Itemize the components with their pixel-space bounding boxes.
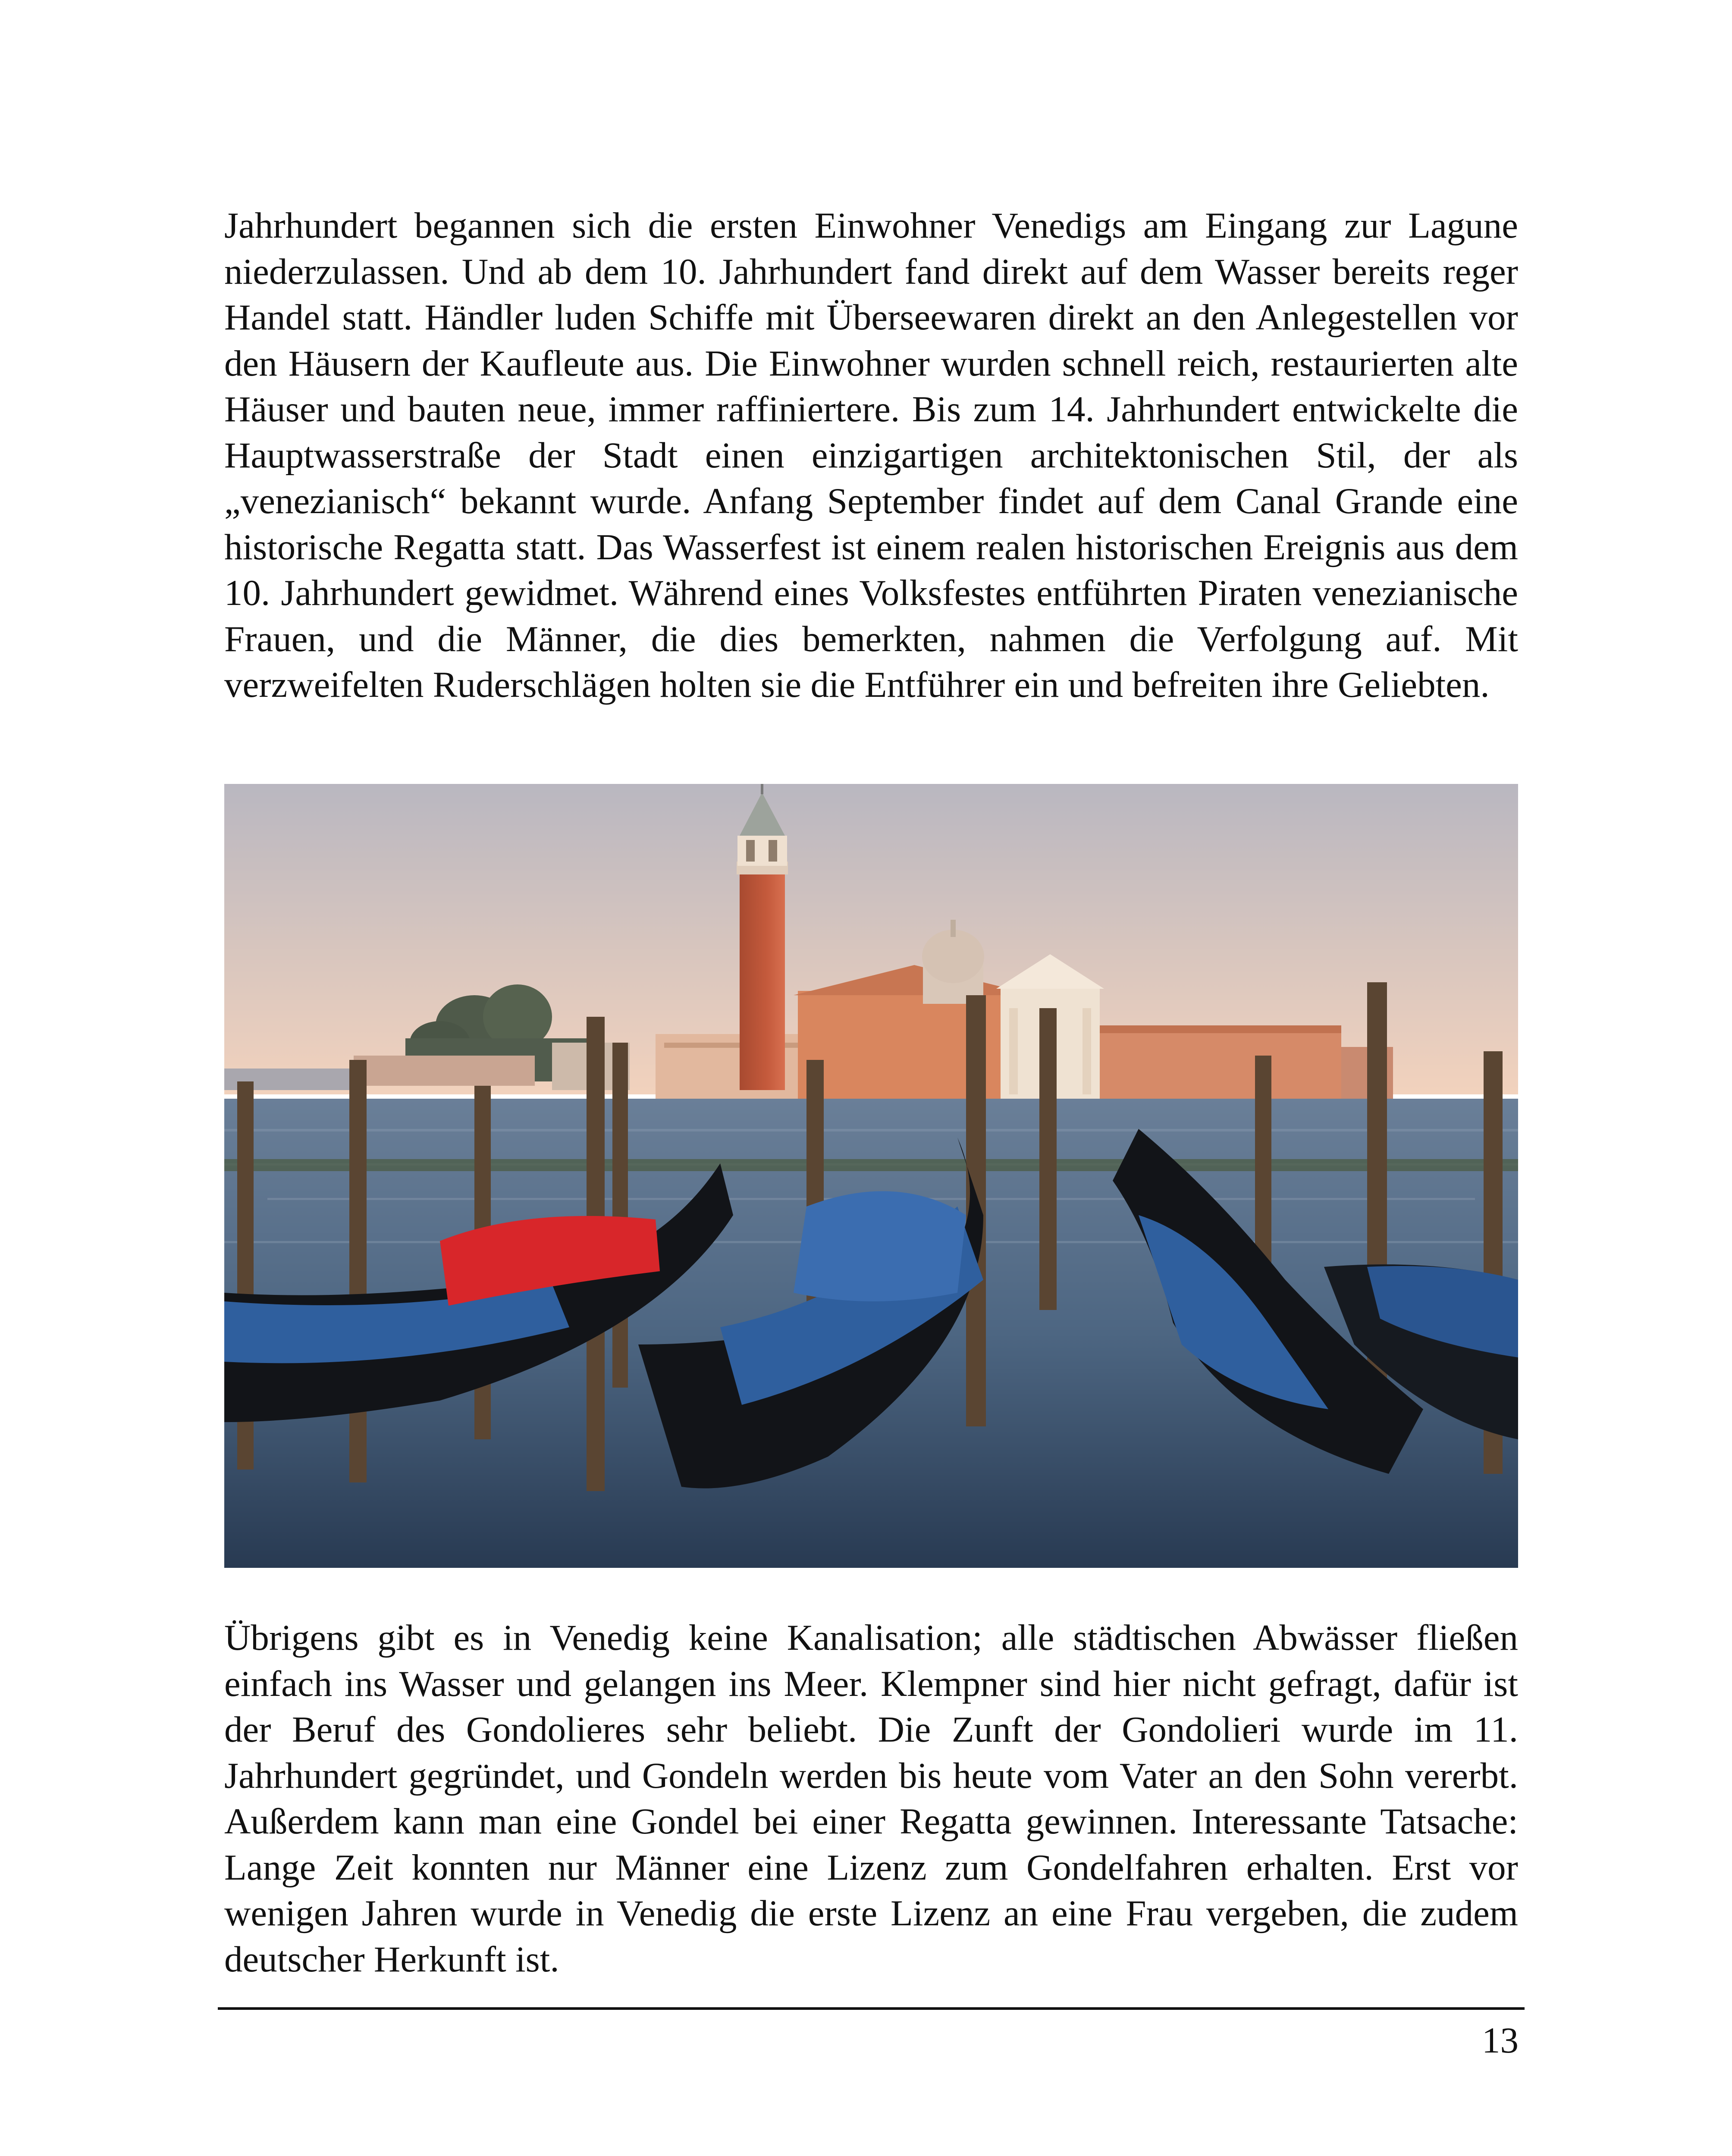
paragraph-gondoliers: Übrigens gibt es in Venedig keine Kanalisation; alle städtischen Abwässer fließen einfach ins Wasser und gelangen ins Meer. Klempner sind hier nicht gefragt, dafür ist der Beruf des Gondolieres sehr beliebt. Die Zunft der Gondolieri wurde im 11. Jahrhundert gegründet, und Gondeln werden bis heute vom Vater an den Sohn vererbt. Außerdem kann man eine Gondel bei einer Regatta gewinnen. Interessante Tatsache: Lange Zeit konnten nur Männer eine Lizenz zum Gondelfahren erhalten. Erst vor wenigen Jahren wurde in Venedig die erste Lizenz an eine Frau vergeben, die zudem deutscher Herkunft ist. bbox=[224, 1617, 1518, 1980]
photo-bell-tower bbox=[737, 784, 788, 1090]
footer-rule bbox=[218, 2007, 1525, 2010]
photo-venice-gondolas bbox=[224, 784, 1518, 1568]
paragraph-history: Jahrhundert begannen sich die ersten Einwohner Venedigs am Eingang zur Lagune niederzulassen. Und ab dem 10. Jahrhundert fand direkt auf dem Wasser bereits reger Handel statt. Händler luden Schiffe mit Überseewaren direkt an den Anlegestellen vor den Häusern der Kaufleute aus. Die Einwohner wurden schnell reich, restaurierten alte Häuser und bauten neue, immer raffiniertere. Bis zum 14. Jahrhundert entwickelte die Hauptwasserstraße der Stadt einen einzigartigen architektonischen Stil, der als „venezianisch“ bekannt wurde. Anfang September findet auf dem Canal Grande eine historische Regatta statt. Das Wasserfest ist einem realen historischen Ereignis aus dem 10. Jahrhundert gewidmet. Während eines Volksfestes entführten Piraten venezianische Frauen, und die Männer, die dies bemerkten, nahmen die Verfolgung auf. Mit verzweifelten Ruderschlägen holten sie die Entführer ein und befreiten ihre Geliebten. bbox=[224, 205, 1518, 705]
page-number: 13 bbox=[1482, 2020, 1519, 2061]
photo-mooring-line bbox=[224, 1159, 1518, 1171]
